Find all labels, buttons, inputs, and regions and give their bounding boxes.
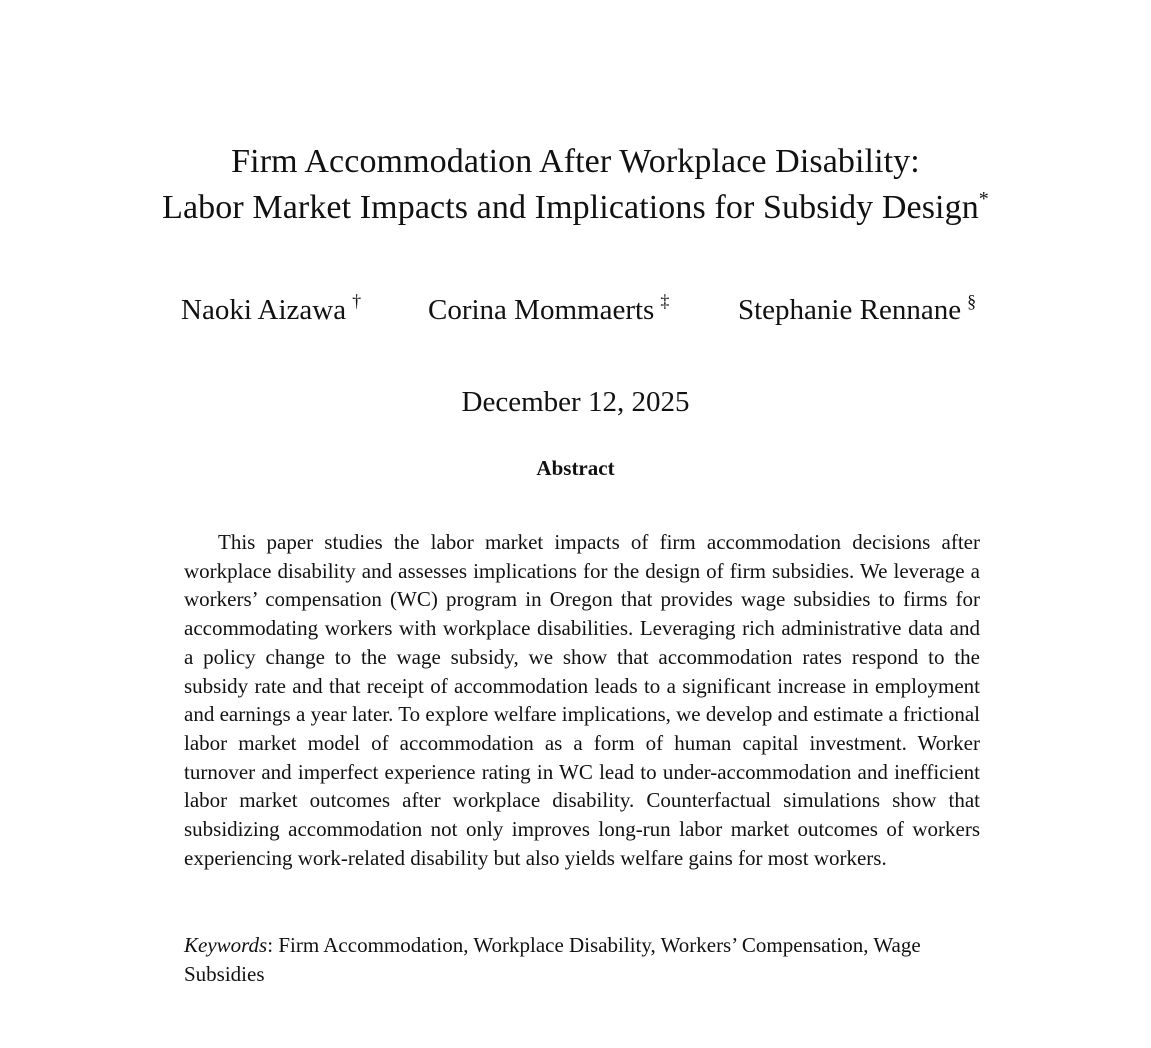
author-aizawa: [181, 290, 361, 330]
keywords-separator: :: [267, 933, 274, 957]
author-list: [0, 290, 1151, 330]
keywords-label: Keywords: [184, 933, 268, 957]
author-footnote-mark[interactable]: §: [967, 291, 977, 311]
abstract-text: This paper studies the labor market impacts of firm accommodation decisions after workplace disability and assesses implications for the design of firm subsidies. We leverage a workers’ compensation (WC) program in Oregon that provides wage subsidies to firms for accommodating workers with workplace disabilities. Leveraging rich administrative data and a policy change to the wage subsidy, we show that accommodation rates respond to the subsidy rate and that receipt of accommodation leads to a significant increase in employment and earnings a year later. To explore welfare implications, we develop and estimate a frictional labor market model of accommodation as a form of human capital investment. Worker turnover and imperfect experience rating in WC lead to under-accommodation and inefficient labor market outcomes after workplace disability. Counterfactual simulations show that subsidizing accommodation not only improves long-run labor market outcomes of workers experiencing work-related disability but also yields welfare gains for most workers.: [184, 530, 980, 870]
author-name: Stephanie Rennane: [738, 294, 962, 326]
author-mommaerts: [428, 290, 669, 330]
title-footnote-mark[interactable]: *: [978, 188, 989, 210]
author-footnote-mark[interactable]: †: [352, 291, 362, 311]
abstract-heading: Abstract: [536, 456, 615, 480]
paper-title-line-2-text: Labor Market Impacts and Implications for Subsidy Design: [162, 189, 979, 226]
keywords: [184, 931, 996, 989]
paper-title-line-2: [0, 186, 1151, 230]
paper-title-line-1: [0, 140, 1151, 184]
author-name: Naoki Aizawa: [181, 294, 347, 326]
author-name: Corina Mommaerts: [428, 294, 655, 326]
author-footnote-mark[interactable]: ‡: [660, 291, 670, 311]
keywords-list: Firm Accommodation, Workplace Disability, Workers’ Compensation, Wage Subsidies: [184, 933, 921, 986]
publication-date: December 12, 2025: [461, 386, 690, 418]
paper-title-line-1-text: Firm Accommodation After Workplace Disability:: [231, 143, 920, 180]
author-rennane: [738, 290, 976, 330]
